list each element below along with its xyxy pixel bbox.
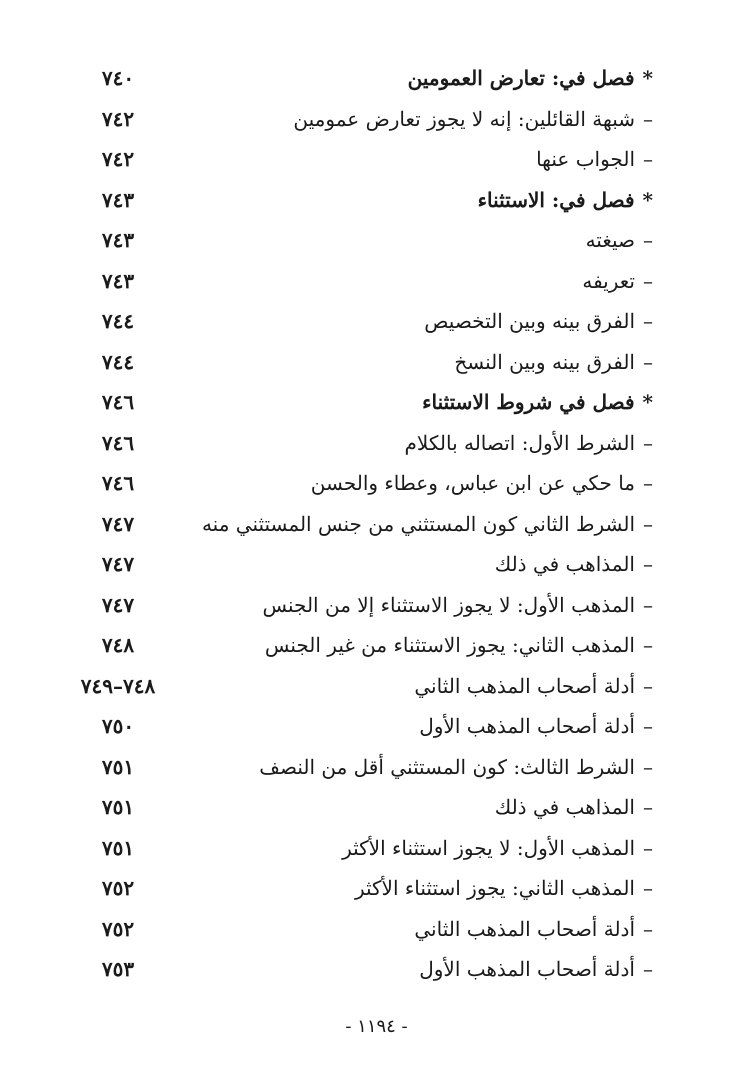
toc-entry (263, 591, 653, 619)
toc-entry-text: الفرق بينه وبين التخصيص (424, 309, 635, 333)
toc-entry-text: تعريفه (582, 268, 635, 293)
toc-page-number: ٧٥٣ (101, 957, 135, 981)
toc-page-number: ٧٥١ (101, 835, 135, 860)
toc-row (0, 382, 753, 423)
toc-entry-text: الشرط الثاني كون المستثني من جنس المستثني منه (201, 511, 635, 536)
dash-marker: – (643, 916, 653, 941)
asterisk-marker: * (642, 187, 653, 212)
toc-page-number: ٧٤٧ (101, 552, 135, 576)
table-of-contents (0, 58, 753, 990)
toc-row (0, 261, 753, 302)
toc-page-number: ٧٥٠ (101, 714, 135, 738)
toc-row (0, 787, 753, 828)
toc-page-number: ٧٤٨ (101, 633, 135, 657)
toc-row (0, 868, 753, 909)
toc-section-heading (478, 186, 653, 214)
toc-page-number: ٧٤٨–٧٤٩ (80, 673, 156, 698)
toc-row (0, 139, 753, 180)
toc-page-number: ٧٤٢ (101, 147, 135, 171)
toc-entry-text: أدلة أصحاب المذهب الثاني (414, 916, 635, 941)
toc-entry (419, 955, 653, 983)
toc-entry (405, 429, 653, 457)
dash-marker: – (643, 876, 653, 900)
toc-entry (495, 550, 653, 578)
toc-row (0, 625, 753, 666)
toc-row (0, 342, 753, 383)
toc-entry (536, 145, 653, 173)
toc-row (0, 220, 753, 261)
dash-marker: – (643, 147, 653, 171)
toc-row (0, 706, 753, 747)
toc-page-number: ٧٤٦ (101, 471, 135, 495)
asterisk-marker: * (642, 390, 653, 414)
toc-entry (311, 469, 653, 497)
toc-page-number: ٧٥١ (101, 754, 135, 779)
dash-marker: – (643, 957, 653, 981)
toc-entry-text: المذاهب في ذلك (494, 552, 635, 576)
toc-page-number: ٧٤٧ (101, 511, 135, 536)
toc-entry-text: ما حكي عن ابن عباس، وعطاء والحسن (310, 471, 635, 495)
toc-entry (265, 631, 653, 659)
toc-page-number: ٧٤٤ (101, 309, 135, 333)
toc-row (0, 544, 753, 585)
toc-row (0, 909, 753, 950)
toc-row (0, 301, 753, 342)
toc-entry-text: فصل في: تعارض العمومين (407, 66, 635, 90)
toc-entry-text: الفرق بينه وبين النسخ (454, 349, 635, 374)
dash-marker: – (643, 268, 653, 293)
toc-row (0, 949, 753, 990)
toc-entry-text: الشرط الثالث: كون المستثني أقل من النصف (259, 754, 635, 779)
toc-entry-text: الجواب عنها (536, 147, 635, 171)
toc-entry-text: فصل في شروط الاستثناء (422, 390, 635, 414)
toc-section-heading (408, 64, 653, 92)
toc-page-number: ٧٤٢ (101, 106, 135, 131)
toc-row (0, 99, 753, 140)
toc-row (0, 828, 753, 869)
toc-row (0, 504, 753, 545)
toc-page-number: ٧٥١ (101, 795, 135, 819)
toc-page-number: ٧٤٠ (101, 66, 135, 90)
dash-marker: – (643, 673, 653, 698)
toc-row (0, 463, 753, 504)
toc-entry (414, 672, 653, 700)
toc-entry (424, 307, 653, 335)
dash-marker: – (643, 471, 653, 495)
dash-marker: – (643, 552, 653, 576)
toc-entry-text: أدلة أصحاب المذهب الأول (419, 714, 635, 738)
toc-page-number: ٧٤٣ (101, 268, 135, 293)
toc-entry (495, 793, 653, 821)
toc-entry-text: فصل في: الاستثناء (477, 187, 635, 212)
toc-row (0, 747, 753, 788)
dash-marker: – (643, 592, 653, 617)
toc-entry-text: المذهب الأول: لا يجوز استثناء الأكثر (342, 835, 635, 860)
toc-entry-text: أدلة أصحاب المذهب الأول (419, 957, 635, 981)
toc-row (0, 666, 753, 707)
dash-marker: – (643, 349, 653, 374)
asterisk-marker: * (642, 66, 653, 90)
toc-row (0, 180, 753, 221)
dash-marker: – (643, 430, 653, 455)
dash-marker: – (643, 309, 653, 333)
toc-entry (355, 874, 653, 902)
dash-marker: – (643, 633, 653, 657)
toc-entry (293, 105, 653, 133)
toc-entry (586, 226, 653, 254)
page-number: - ١١٩٤ - (345, 1016, 408, 1037)
dash-marker: – (643, 795, 653, 819)
toc-entry (414, 915, 653, 943)
dash-marker: – (643, 835, 653, 860)
toc-entry (419, 712, 653, 740)
toc-entry-text: شبهة القائلين: إنه لا يجوز تعارض عمومين (293, 106, 635, 131)
toc-entry (582, 267, 653, 295)
dash-marker: – (643, 754, 653, 779)
toc-entry (202, 510, 653, 538)
toc-entry-text: المذهب الأول: لا يجوز الاستثناء إلا من الجنس (262, 592, 635, 617)
toc-entry-text: أدلة أصحاب المذهب الثاني (414, 673, 635, 698)
toc-entry-text: المذهب الثاني: يجوز استثناء الأكثر (354, 876, 635, 900)
toc-entry-text: المذهب الثاني: يجوز الاستثناء من غير الجنس (264, 633, 635, 657)
toc-entry (342, 834, 653, 862)
toc-entry (259, 753, 653, 781)
toc-page-number: ٧٥٢ (101, 916, 135, 941)
toc-row (0, 423, 753, 464)
toc-page-number: ٧٤٦ (101, 430, 135, 455)
toc-entry-text: المذاهب في ذلك (494, 795, 635, 819)
dash-marker: – (643, 714, 653, 738)
toc-entry (454, 348, 653, 376)
toc-row (0, 585, 753, 626)
toc-page-number: ٧٤٦ (101, 390, 135, 414)
toc-entry-text: الشرط الأول: اتصاله بالكلام (404, 430, 635, 455)
toc-page-number: ٧٥٢ (101, 876, 135, 900)
toc-page-number: ٧٤٧ (101, 592, 135, 617)
dash-marker: – (643, 106, 653, 131)
toc-entry-text: صيغته (585, 228, 635, 252)
toc-page-number: ٧٤٣ (101, 187, 135, 212)
toc-page-number: ٧٤٤ (101, 349, 135, 374)
dash-marker: – (643, 228, 653, 252)
toc-section-heading (422, 388, 653, 416)
toc-page-number: ٧٤٣ (101, 228, 135, 252)
dash-marker: – (643, 511, 653, 536)
toc-row (0, 58, 753, 99)
